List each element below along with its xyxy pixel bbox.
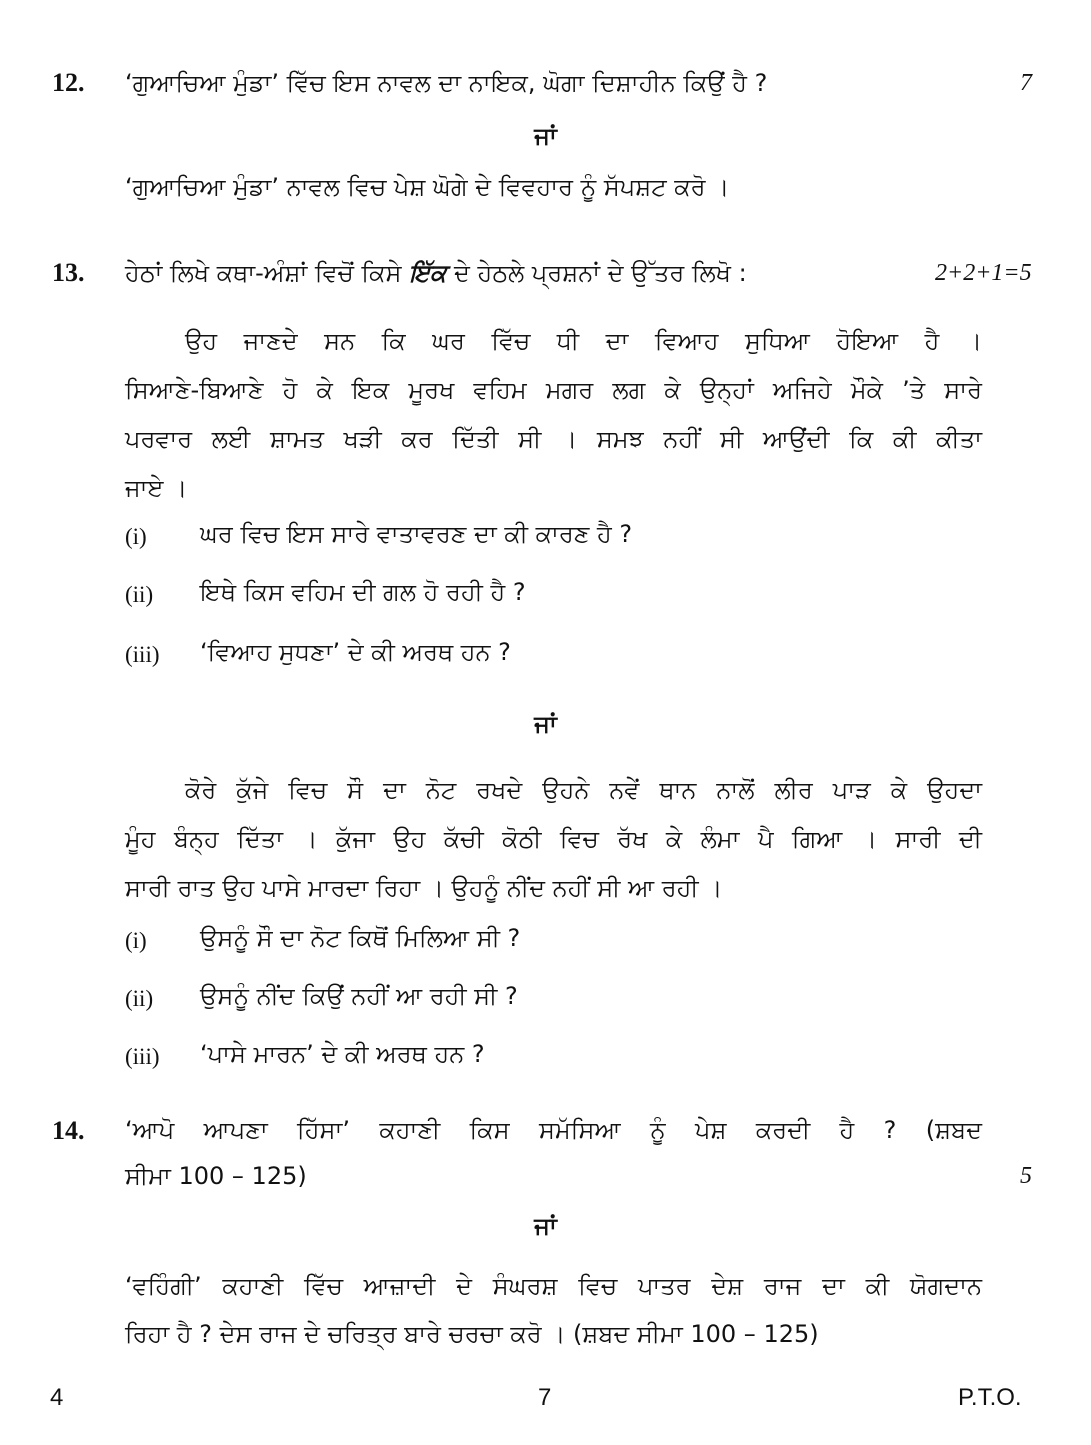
sub-question-number: (ii) xyxy=(125,986,154,1011)
or-divider-12: ਜਾਂ xyxy=(534,122,557,150)
footer-code: 4 xyxy=(50,1384,64,1411)
question-14-alternative xyxy=(125,1262,982,1358)
question-14-alt-line: ਰਿਹਾ ਹੈ ? ਦੇਸ ਰਾਜ ਦੇ ਚਰਿਤ੍ਰ ਬਾਰੇ ਚਰਚਾ ਕਰੋ । (ਸ਼ਬਦ ਸੀਮਾ 100 – 125) xyxy=(125,1320,819,1348)
question-12-text: ‘ਗੁਆਚਿਆ ਮੁੰਡਾ’ ਵਿੱਚ ਇਸ ਨਾਵਲ ਦਾ ਨਾਇਕ, ਘੋਗਾ ਦਿਸ਼ਾਹੀਨ ਕਿਉਂ ਹੈ ? xyxy=(125,69,768,97)
passage-1-line: ਸਿਆਣੇ-ਬਿਆਣੇ ਹੋ ਕੇ ਇਕ ਮੂਰਖ ਵਹਿਮ ਮਗਰ ਲਗ ਕੇ ਉਨ੍ਹਾਂ ਅਜਿਹੇ ਮੌਕੇ ’ਤੇ ਸਾਰੇ xyxy=(125,376,982,404)
sub-question-number: (iii) xyxy=(125,642,160,667)
page-number: 7 xyxy=(538,1384,552,1411)
question-12-marks: 7 xyxy=(1020,70,1032,96)
passage-2-line: ਸਾਰੀ ਰਾਤ ਉਹ ਪਾਸੇ ਮਾਰਦਾ ਰਿਹਾ । ਉਹਨੂੰ ਨੀਂਦ ਨਹੀਂ ਸੀ ਆ ਰਹੀ । xyxy=(125,874,723,902)
question-14-alt-line: ‘ਵਹਿੰਗੀ’ ਕਹਾਣੀ ਵਿੱਚ ਆਜ਼ਾਦੀ ਦੇ ਸੰਘਰਸ਼ ਵਿਚ ਪਾਤਰ ਦੇਸ਼ ਰਾਜ ਦਾ ਕੀ ਯੋਗਦਾਨ xyxy=(125,1272,982,1300)
instruction-emphasis: ਇੱਕ xyxy=(409,259,447,287)
sub-question-number: (ii) xyxy=(125,582,154,607)
sub-question-text: ‘ਵਿਆਹ ਸੁਧਣਾ’ ਦੇ ਕੀ ਅਰਥ ਹਨ ? xyxy=(200,638,511,666)
or-divider-13: ਜਾਂ xyxy=(534,710,557,738)
passage-1-line: ਪਰਵਾਰ ਲਈ ਸ਼ਾਮਤ ਖੜੀ ਕਰ ਦਿੱਤੀ ਸੀ । ਸਮਝ ਨਹੀਂ ਸੀ ਆਉਂਦੀ ਕਿ ਕੀ ਕੀਤਾ xyxy=(125,425,982,453)
question-14-line: ਸੀਮਾ 100 – 125) xyxy=(125,1162,307,1190)
sub-question-text: ਇਥੇ ਕਿਸ ਵਹਿਮ ਦੀ ਗਲ ਹੋ ਰਹੀ ਹੈ ? xyxy=(200,578,526,606)
sub-question-text: ਉਸਨੂੰ ਸੌ ਦਾ ਨੋਟ ਕਿਥੋਂ ਮਿਲਿਆ ਸੀ ? xyxy=(200,924,521,952)
question-13-marks: 2+2+1=5 xyxy=(935,260,1032,286)
sub-question-text: ਉਸਨੂੰ ਨੀਂਦ ਕਿਉਂ ਨਹੀਂ ਆ ਰਹੀ ਸੀ ? xyxy=(200,982,518,1010)
question-14-line: ‘ਆਪੋ ਆਪਣਾ ਹਿੱਸਾ’ ਕਹਾਣੀ ਕਿਸ ਸਮੱਸਿਆ ਨੂੰ ਪੇਸ਼ ਕਰਦੀ ਹੈ ? (ਸ਼ਬਦ xyxy=(125,1116,982,1144)
question-14-text xyxy=(125,1107,982,1199)
question-number-12: 12. xyxy=(52,68,85,97)
or-divider-14: ਜਾਂ xyxy=(534,1212,557,1240)
passage-2 xyxy=(125,766,982,913)
footer-pto: P.T.O. xyxy=(958,1384,1022,1411)
sub-question-number: (i) xyxy=(125,524,147,549)
question-13-instruction xyxy=(125,258,747,288)
question-number-13: 13. xyxy=(52,258,85,287)
question-12-alternative: ‘ਗੁਆਚਿਆ ਮੁੰਡਾ’ ਨਾਵਲ ਵਿਚ ਪੇਸ਼ ਘੋਗੇ ਦੇ ਵਿਵਹਾਰ ਨੂੰ ਸੱਪਸ਼ਟ ਕਰੋ । xyxy=(125,173,730,201)
sub-question-text: ਘਰ ਵਿਚ ਇਸ ਸਾਰੇ ਵਾਤਾਵਰਣ ਦਾ ਕੀ ਕਾਰਣ ਹੈ ? xyxy=(200,520,633,548)
passage-2-line: ਕੋਰੇ ਕੁੱਜੇ ਵਿਚ ਸੌ ਦਾ ਨੋਟ ਰਖਦੇ ਉਹਨੇ ਨਵੇਂ ਥਾਨ ਨਾਲੋਂ ਲੀਰ ਪਾੜ ਕੇ ਉਹਦਾ xyxy=(185,776,982,804)
question-number-14: 14. xyxy=(52,1116,85,1145)
passage-1 xyxy=(125,317,982,513)
sub-question-number: (i) xyxy=(125,928,147,953)
sub-question-number: (iii) xyxy=(125,1044,160,1069)
passage-1-line: ਜਾਏ । xyxy=(125,474,188,502)
passage-2-line: ਮੂੰਹ ਬੰਨ੍ਹ ਦਿੱਤਾ । ਕੁੱਜਾ ਉਹ ਕੱਚੀ ਕੋਠੀ ਵਿਚ ਰੱਖ ਕੇ ਲੰਮਾ ਪੈ ਗਿਆ । ਸਾਰੀ ਦੀ xyxy=(125,825,982,853)
passage-1-line: ਉਹ ਜਾਣਦੇ ਸਨ ਕਿ ਘਰ ਵਿੱਚ ਧੀ ਦਾ ਵਿਆਹ ਸੁਧਿਆ ਹੋਇਆ ਹੈ । xyxy=(185,327,982,355)
instruction-text-before: ਹੇਠਾਂ ਲਿਖੇ ਕਥਾ-ਅੰਸ਼ਾਂ ਵਿਚੋਂ ਕਿਸੇ xyxy=(125,259,402,287)
instruction-text-after: ਦੇ ਹੇਠਲੇ ਪ੍ਰਸ਼ਨਾਂ ਦੇ ਉੱਤਰ ਲਿਖੋ : xyxy=(454,259,747,287)
question-14-marks: 5 xyxy=(1020,1163,1032,1189)
sub-question-text: ‘ਪਾਸੇ ਮਾਰਨ’ ਦੇ ਕੀ ਅਰਥ ਹਨ ? xyxy=(200,1040,485,1068)
